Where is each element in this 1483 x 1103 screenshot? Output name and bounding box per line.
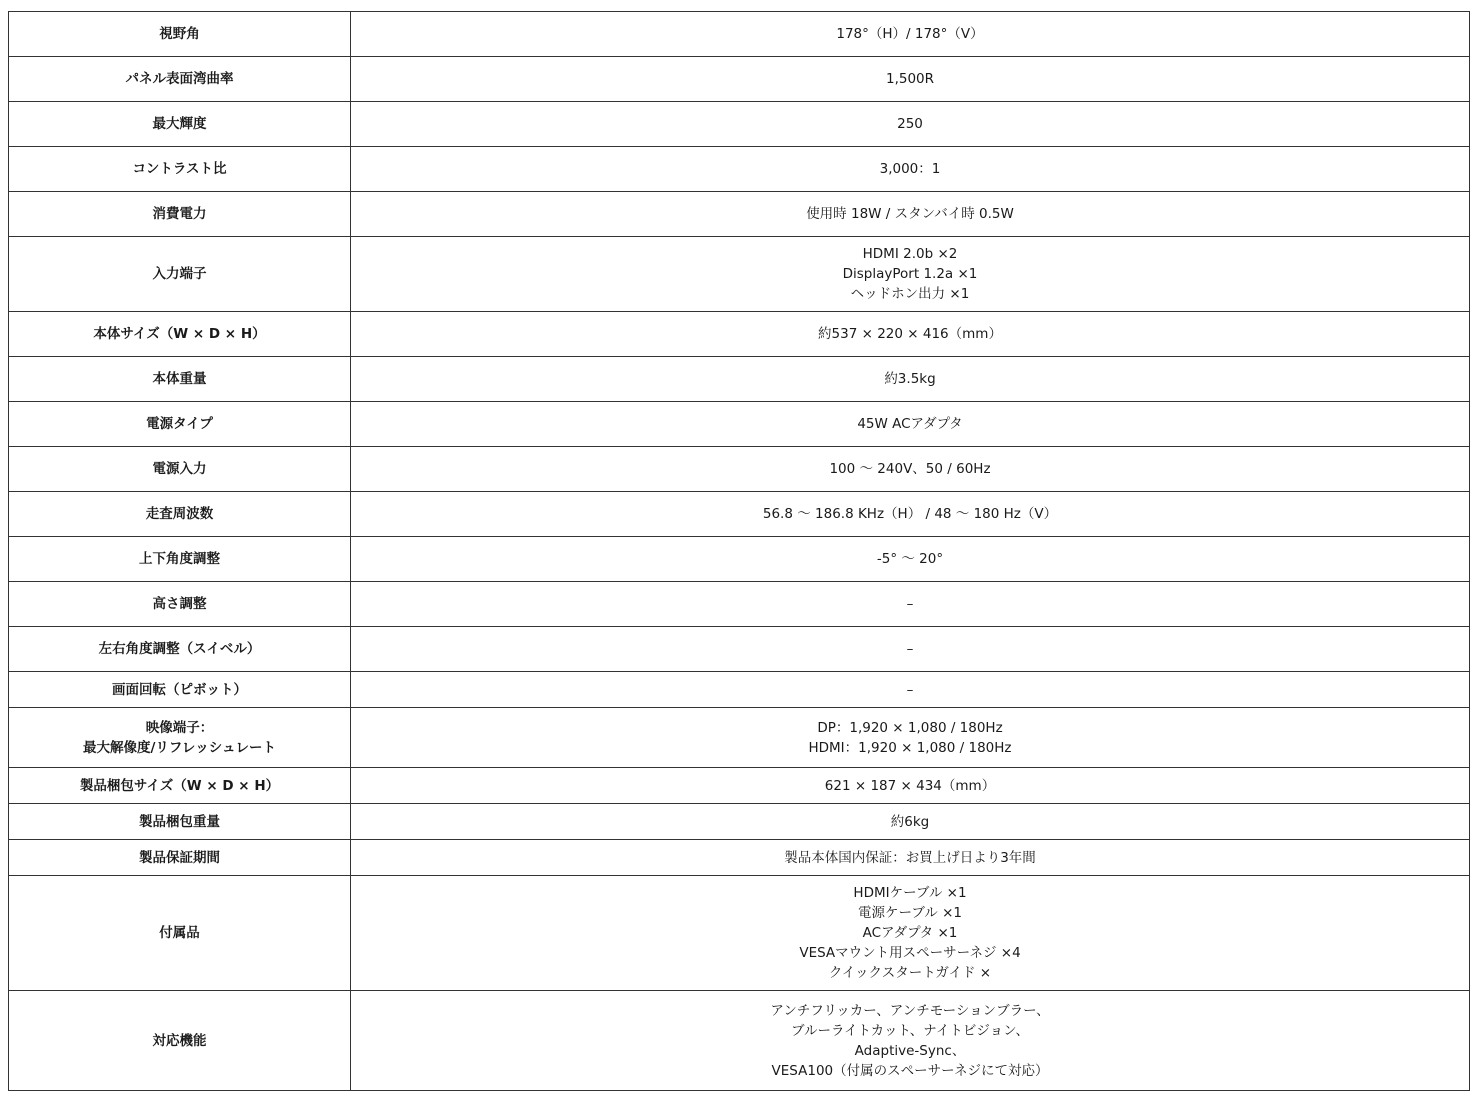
spec-row	[9, 147, 1470, 192]
spec-label: 付属品	[159, 925, 200, 941]
spec-label: 本体サイズ（W × D × H）	[93, 326, 266, 342]
spec-value: VESAマウント用スペーサーネジ ×4	[799, 945, 1021, 961]
spec-label-cell	[9, 12, 351, 57]
spec-value: VESA100（付属のスペーサーネジにて対応）	[771, 1062, 1049, 1079]
spec-row	[9, 627, 1470, 672]
spec-value-cell	[351, 582, 1470, 627]
spec-label-cell	[9, 804, 351, 840]
spec-row	[9, 991, 1470, 1091]
spec-value-cell	[351, 627, 1470, 672]
spec-row	[9, 447, 1470, 492]
spec-value-cell	[351, 804, 1470, 840]
spec-value-cell	[351, 537, 1470, 582]
spec-value-cell	[351, 312, 1470, 357]
spec-row	[9, 402, 1470, 447]
spec-value: アンチフリッカー、アンチモーションブラー、	[770, 1002, 1050, 1019]
spec-value: クイックスタートガイド ×	[828, 965, 992, 981]
spec-label-cell	[9, 876, 351, 991]
spec-label: 上下角度調整	[139, 551, 220, 567]
spec-row	[9, 804, 1470, 840]
spec-table-body	[9, 12, 1470, 1091]
spec-value-cell	[351, 357, 1470, 402]
spec-row	[9, 876, 1470, 991]
spec-label-cell	[9, 147, 351, 192]
spec-value: 56.8 ～ 186.8 KHz（H） / 48 ～ 180 Hz（V）	[762, 506, 1058, 522]
spec-row	[9, 102, 1470, 147]
spec-row	[9, 12, 1470, 57]
spec-value: –	[906, 596, 914, 612]
spec-label: 画面回転（ピボット）	[112, 681, 247, 698]
spec-value: Adaptive-Sync、	[854, 1042, 966, 1059]
spec-label-cell	[9, 447, 351, 492]
spec-value-cell	[351, 237, 1470, 312]
spec-value-cell	[351, 708, 1470, 768]
spec-value: DP：1,920 × 1,080 / 180Hz	[817, 719, 1003, 736]
spec-value-cell	[351, 492, 1470, 537]
spec-row	[9, 708, 1470, 768]
spec-label-cell	[9, 672, 351, 708]
spec-row	[9, 312, 1470, 357]
spec-value-cell	[351, 672, 1470, 708]
spec-label: 製品梱包重量	[139, 813, 220, 830]
spec-label-cell	[9, 537, 351, 582]
spec-label: 製品保証期間	[139, 849, 220, 866]
spec-label: 左右角度調整（スイベル）	[98, 641, 261, 657]
spec-value: -5° ～ 20°	[876, 551, 944, 567]
spec-value-cell	[351, 12, 1470, 57]
spec-label-cell	[9, 402, 351, 447]
spec-value: 3,000：1	[879, 161, 941, 177]
spec-label: 高さ調整	[152, 596, 207, 612]
spec-label: 最大解像度/リフレッシュレート	[83, 739, 276, 756]
spec-label: パネル表面湾曲率	[125, 71, 234, 87]
spec-row	[9, 492, 1470, 537]
spec-label-cell	[9, 102, 351, 147]
spec-value: 使用時 18W / スタンバイ時 0.5W	[806, 206, 1014, 222]
spec-row	[9, 57, 1470, 102]
spec-label-cell	[9, 991, 351, 1091]
spec-label-cell	[9, 840, 351, 876]
spec-value: 100 ～ 240V、50 / 60Hz	[829, 461, 991, 477]
spec-table	[8, 11, 1470, 1091]
spec-row	[9, 672, 1470, 708]
spec-label: 走査周波数	[145, 506, 214, 522]
spec-label: 入力端子	[152, 266, 207, 282]
spec-row	[9, 237, 1470, 312]
spec-value: –	[906, 681, 914, 698]
spec-value: 製品本体国内保証：お買上げ日より3年間	[784, 849, 1036, 866]
spec-value: 45W ACアダプタ	[857, 416, 963, 432]
spec-label: 視野角	[159, 26, 200, 42]
spec-row	[9, 582, 1470, 627]
spec-value: 電源ケーブル ×1	[858, 905, 962, 921]
spec-value-cell	[351, 147, 1470, 192]
spec-row	[9, 768, 1470, 804]
spec-value: DisplayPort 1.2a ×1	[842, 266, 978, 282]
spec-label: 映像端子：	[145, 719, 214, 736]
spec-value-cell	[351, 402, 1470, 447]
spec-label-cell	[9, 582, 351, 627]
spec-label-cell	[9, 312, 351, 357]
spec-label: 最大輝度	[152, 116, 207, 132]
spec-value-cell	[351, 192, 1470, 237]
spec-label: 電源タイプ	[146, 416, 213, 432]
spec-value: 621 × 187 × 434（mm）	[824, 777, 996, 794]
spec-value: ACアダプタ ×1	[862, 925, 958, 941]
spec-value: HDMI：1,920 × 1,080 / 180Hz	[808, 739, 1012, 756]
spec-value: ヘッドホン出力 ×1	[850, 286, 970, 302]
spec-label-cell	[9, 237, 351, 312]
spec-label-cell	[9, 357, 351, 402]
spec-value-cell	[351, 768, 1470, 804]
spec-label-cell	[9, 768, 351, 804]
spec-value-cell	[351, 876, 1470, 991]
spec-label: 対応機能	[152, 1032, 207, 1049]
spec-value: 約537 × 220 × 416（mm）	[818, 326, 1002, 342]
spec-value: 178°（H）/ 178°（V）	[836, 26, 984, 42]
spec-value-cell	[351, 102, 1470, 147]
spec-value: 250	[897, 116, 923, 132]
spec-value-cell	[351, 57, 1470, 102]
spec-label-cell	[9, 627, 351, 672]
spec-row	[9, 192, 1470, 237]
spec-label-cell	[9, 192, 351, 237]
spec-label: コントラスト比	[132, 161, 227, 177]
spec-value: HDMIケーブル ×1	[853, 885, 967, 901]
spec-row	[9, 840, 1470, 876]
spec-value: ブルーライトカット、ナイトビジョン、	[790, 1022, 1029, 1039]
spec-value: HDMI 2.0b ×2	[862, 246, 958, 262]
spec-value-cell	[351, 840, 1470, 876]
spec-value: 約3.5kg	[884, 371, 936, 387]
spec-value: –	[906, 641, 914, 657]
spec-value: 約6kg	[890, 813, 930, 830]
spec-row	[9, 537, 1470, 582]
spec-label: 本体重量	[152, 371, 207, 387]
spec-label: 電源入力	[152, 461, 207, 477]
spec-label-cell	[9, 57, 351, 102]
spec-label: 製品梱包サイズ（W × D × H）	[79, 777, 280, 794]
spec-value-cell	[351, 991, 1470, 1091]
spec-row	[9, 357, 1470, 402]
spec-value: 1,500R	[885, 71, 935, 87]
spec-label-cell	[9, 708, 351, 768]
spec-label-cell	[9, 492, 351, 537]
spec-value-cell	[351, 447, 1470, 492]
spec-label: 消費電力	[152, 206, 207, 222]
